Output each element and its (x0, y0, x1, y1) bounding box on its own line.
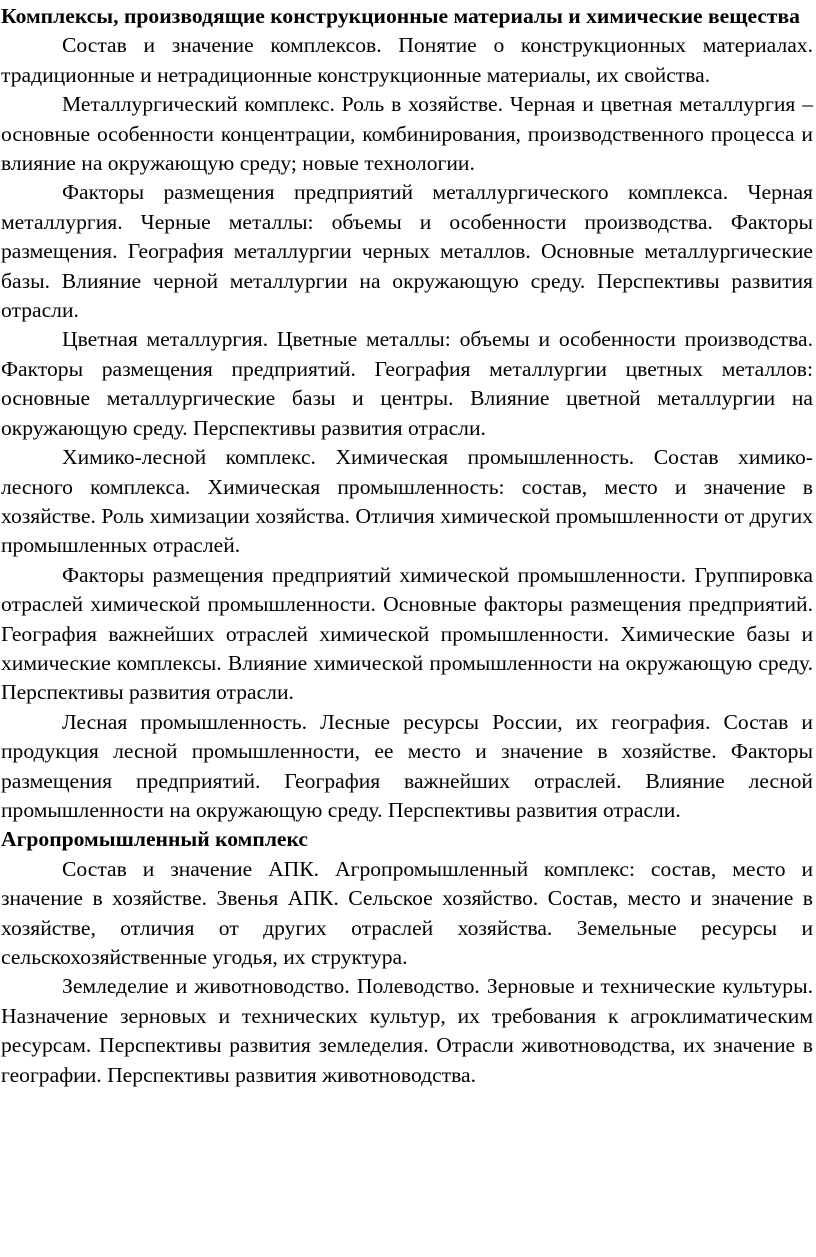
section-construction-materials (1, 2, 813, 825)
paragraph: Земледелие и животноводство. Полеводство. Зерновые и технические культуры. Назначение зерновых и технических культур, их требования к агроклиматическим ресурсам. Перспективы развития земледелия. Отрасли животноводства, их значение в географии. Перспективы развития животноводства. (1, 974, 813, 1087)
paragraph: Химико-лесной комплекс. Химическая промышленность. Состав химико-лесного комплекса. Химическая промышленность: состав, место и значение в хозяйстве. Роль химизации хозяйства. Отличия химической промышленности от других промышленных отраслей. (1, 445, 813, 558)
paragraph: Состав и значение АПК. Агропромышленный комплекс: состав, место и значение в хозяйстве. Звенья АПК. Сельское хозяйство. Состав, место и значение в хозяйстве, отличия от других отраслей хозяйства. Земельные ресурсы и сельскохозяйственные угодья, их структура. (1, 856, 813, 969)
paragraph: Состав и значение комплексов. Понятие о конструкционных материалах. традиционные и нетрадиционные конструкционные материалы, их свойства. (1, 33, 813, 87)
section-agro-industrial (1, 825, 813, 1090)
paragraph: Факторы размещения предприятий химической промышленности. Группировка отраслей химической промышленности. Основные факторы размещения предприятий. География важнейших отраслей химической промышленности. Химические базы и химические комплексы. Влияние химической промышленности на окружающую среду. Перспективы развития отрасли. (1, 562, 813, 705)
section-heading: Агропромышленный комплекс (1, 827, 309, 852)
paragraph: Лесная промышленность. Лесные ресурсы России, их география. Состав и продукция лесной промышленности, ее место и значение в хозяйстве. Факторы размещения предприятий. География важнейших отраслей. Влияние лесной промышленности на окружающую среду. Перспективы развития отрасли. (1, 709, 813, 822)
paragraph: Факторы размещения предприятий металлургического комплекса. Черная металлургия. Черные металлы: объемы и особенности производства. Факторы размещения. География металлургии черных металлов. Основные металлургические базы. Влияние черной металлургии на окружающую среду. Перспективы развития отрасли. (1, 180, 813, 323)
paragraph: Цветная металлургия. Цветные металлы: объемы и особенности производства. Факторы размещения предприятий. География металлургии цветных металлов: основные металлургические базы и центры. Влияние цветной металлургии на окружающую среду. Перспективы развития отрасли. (1, 327, 813, 440)
paragraph: Металлургический комплекс. Роль в хозяйстве. Черная и цветная металлургия – основные особенности концентрации, комбинирования, производственного процесса и влияние на окружающую среду; новые технологии. (1, 92, 813, 176)
section-heading: Комплексы, производящие конструкционные материалы и химические вещества (1, 4, 800, 28)
